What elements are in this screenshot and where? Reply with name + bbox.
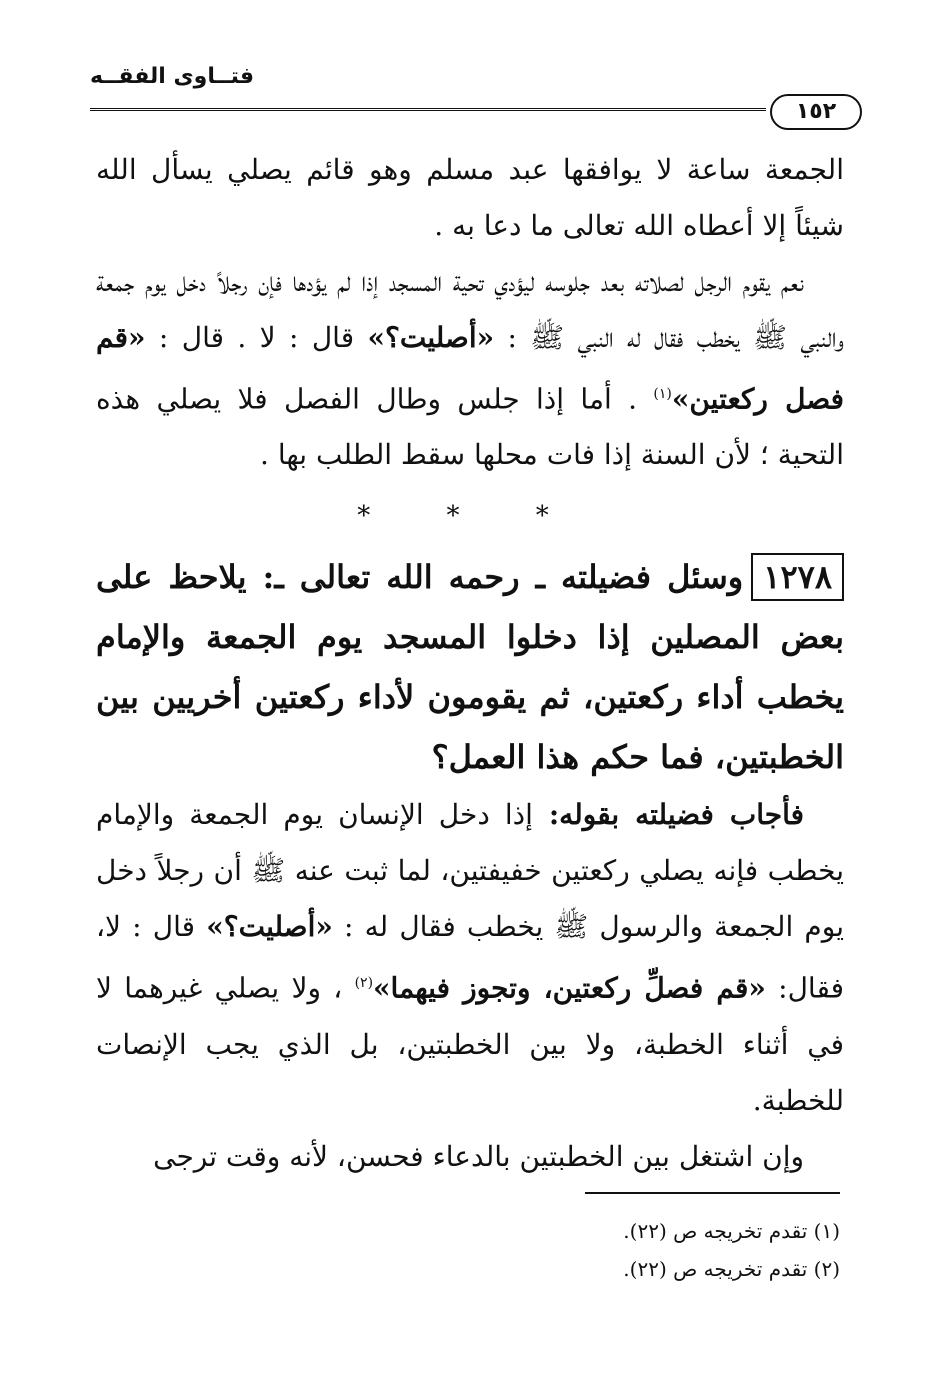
paragraph-2-part-a: نعم يقوم الرجل لصلاته بعد جلوسه ليؤدي تحية المسجد إذا لم يؤدها فإن رجلاً دخل يوم جمعة والنبي ﷺ يخطب فقال له النبي ﷺ :: [96, 265, 845, 354]
header-rule: [90, 108, 766, 111]
last-paragraph: [96, 1129, 844, 1185]
footnotes: [500, 1212, 840, 1288]
answer-part-c: ، ولا يصلي غيرهما لا في أثناء الخطبة، ولا بين الخطبتين، بل الذي يجب الإنصات للخطبة.: [96, 971, 844, 1117]
answer-quote-2: «قم فصلِّ ركعتين، وتجوز فيهما»: [373, 971, 766, 1005]
footnote-1: (١) تقدم تخريجه ص (٢٢).: [623, 1219, 840, 1243]
running-header-title: فتــاوى الفقــه: [90, 64, 255, 89]
footnote-rule: [585, 1192, 840, 1194]
question-block: [96, 547, 844, 787]
main-text: [96, 142, 844, 1185]
question-text: وسئل فضيلته ـ رحمه الله تعالى ـ: يلاحظ على بعض المصلين إذا دخلوا المسجد يوم الجمعة والإمام يخطب أداء ركعتين، ثم يقومون لأداء ركعتين أخريين بين الخطبتين، فما حكم هذا العمل؟: [96, 558, 844, 777]
paragraph-2: [96, 254, 844, 483]
footnote-2: (٢) تقدم تخريجه ص (٢٢).: [623, 1257, 840, 1281]
question-number: ١٢٧٨: [751, 553, 844, 601]
paragraph-2-part-b: قال : لا . قال :: [145, 321, 368, 354]
answer-paragraph: [96, 787, 844, 1128]
paragraph-1: الجمعة ساعة لا يوافقها عبد مسلم وهو قائم يصلي يسأل الله شيئاً إلا أعطاه الله تعالى ما دعا به .: [96, 153, 844, 242]
page-number: ١٥٢: [770, 94, 862, 130]
hadith-quote-2: «قم فصل ركعتين»: [96, 321, 844, 416]
answer-lead: فأجاب فضيلته بقوله:: [532, 798, 804, 832]
answer-part-b: قال : لا، فقال:: [96, 910, 845, 1005]
section-separator: * * *: [357, 501, 583, 532]
answer-part-a: إذا دخل الإنسان يوم الجمعة والإمام يخطب فإنه يصلي ركعتين خفيفتين، لما ثبت عنه ﷺ أن رجلاً دخل يوم الجمعة والرسول ﷺ يخطب فقال له :: [96, 798, 845, 944]
answer-quote-1: «أصليت؟»: [206, 910, 333, 944]
last-paragraph-text: وإن اشتغل بين الخطبتين بالدعاء فحسن، لأنه وقت ترجى: [153, 1139, 804, 1173]
hadith-quote-1: «أصليت؟»: [367, 321, 495, 354]
footnote-ref-1: (١): [653, 386, 672, 402]
paragraph-2-part-c: . أما إذا جلس وطال الفصل فلا يصلي هذه التحية ؛ لأن السنة إذا فات محلها سقط الطلب بها .: [96, 382, 844, 472]
footnote-ref-2: (٢): [354, 975, 374, 992]
